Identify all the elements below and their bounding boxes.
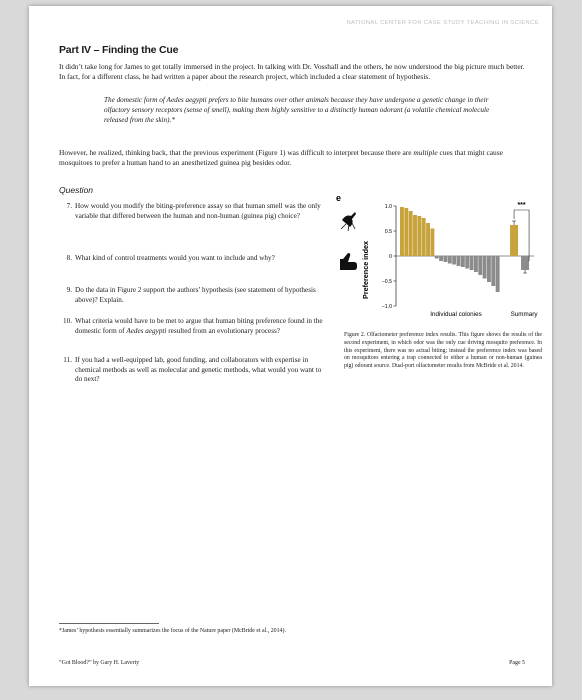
y-tick-label: −1.0 — [381, 303, 392, 310]
colony-bar — [409, 211, 413, 256]
colony-bar — [496, 256, 500, 292]
question-8 — [66, 254, 323, 264]
colony-bar — [430, 229, 434, 257]
colony-bar — [452, 256, 456, 265]
colony-bar — [474, 256, 478, 272]
footer-citation: “Got Blood?” by Gary H. Laverty — [59, 660, 140, 666]
question-text-start: What criteria would have to be met to argue that human biting preference found in the domestic form of — [75, 317, 323, 335]
colony-bar — [404, 208, 408, 256]
colony-bar — [461, 256, 465, 267]
colony-bar — [470, 256, 474, 270]
colony-bar — [422, 218, 426, 256]
header-banner: NATIONAL CENTER FOR CASE STUDY TEACHING IN SCIENCE — [346, 20, 539, 26]
y-tick-label: −0.5 — [381, 278, 392, 285]
hand-icon — [340, 253, 357, 270]
preference-index-chart — [334, 192, 544, 322]
colony-bar — [491, 256, 495, 286]
question-9 — [66, 286, 323, 305]
colony-bar — [448, 256, 452, 264]
figure-2 — [334, 192, 544, 322]
question-heading: Question — [59, 185, 94, 195]
question-text-italic: Aedes aegypti — [126, 326, 167, 335]
question-11 — [63, 356, 323, 385]
question-text: Do the data in Figure 2 support the authors’ hypothesis (see statement of hypothesis above)? Explain. — [75, 286, 316, 304]
mosquito-icon — [341, 212, 356, 231]
colony-bar — [413, 215, 417, 256]
significance-marker: *** — [517, 202, 526, 209]
question-text: If you had a well-equipped lab, good funding, and collaborators with expertise in chemical methods as well as molecular and genetic methods, what would you want to do next? — [75, 356, 322, 384]
intro-paragraph: It didn’t take long for James to get totally immersed in the project. In talking with Dr. Vosshall and the others, he now understood the big picture much better. In fact, for a different class, he had written a paper about the research project, which included a clear statement of hypothesis. — [59, 62, 525, 81]
figure-caption: Figure 2. Olfactometer preference index results. This figure shows the results of the second experiment, in which odor was the only cue driving mosquito preference. In this experiment, there was no actual biting; instead the preference index was based on mosquitoes entering a trap connected to either a human or non-human (guinea pig) odorant source. Dual-port olfactometer results from McBride et al. 2014. — [344, 332, 542, 370]
colony-bar — [478, 256, 482, 275]
question-text: What kind of control treatments would you want to include and why? — [75, 254, 275, 262]
however-emphasis: multiple — [413, 148, 438, 157]
colony-bar — [439, 256, 443, 261]
document-page — [29, 6, 552, 686]
y-tick-label: 0.5 — [384, 228, 392, 235]
question-number: 11. — [63, 356, 72, 364]
y-axis-label: Preference index — [361, 241, 370, 299]
question-number: 10. — [63, 317, 72, 325]
colony-bar — [435, 256, 439, 259]
page-number: Page 5 — [509, 660, 525, 666]
colony-bar — [417, 216, 421, 256]
part-title: Part IV – Finding the Cue — [59, 44, 179, 56]
footnote-rule — [59, 623, 159, 624]
question-number: 7. — [66, 202, 72, 210]
panel-label: e — [336, 193, 342, 203]
colony-bar — [465, 256, 469, 269]
colony-bar — [444, 256, 448, 262]
summary-bar — [521, 256, 529, 270]
y-tick-label: 0 — [389, 253, 392, 260]
hypothesis-quote: The domestic form of Aedes aegypti prefers to bite humans over other animals because they have undergone a genetic change in their olfactory sensory receptors (sense of smell), making them highly sensitive to a distinctly human odorant (a volatile chemical molecule released from the skin).* — [104, 96, 490, 124]
however-paragraph — [59, 148, 527, 168]
x-label-summary: Summary — [510, 311, 538, 318]
y-tick-label: 1.0 — [384, 203, 392, 210]
colony-bar — [483, 256, 487, 279]
question-text: How would you modify the biting-preference assay so that human smell was the only variable that differed between the human and non-human (guinea pig) choice? — [75, 202, 321, 220]
colony-bar — [457, 256, 461, 266]
footnote: *James’ hypothesis essentially summarizes the focus of the Nature paper (McBride et al., 2014). — [59, 628, 286, 634]
summary-bar — [510, 225, 518, 256]
question-10 — [63, 317, 323, 336]
summary-bars — [510, 210, 529, 273]
colony-bar — [400, 207, 404, 256]
question-number: 9. — [66, 286, 72, 294]
however-start: However, he realized, thinking back, that the previous experiment (Figure 1) was difficult to interpret because there are — [59, 148, 414, 157]
however-end: cues that might cause mosquitoes to prefer a human hand to an anesthetized guinea pig besides odor. — [59, 148, 503, 167]
bars — [400, 207, 500, 292]
question-number: 8. — [66, 254, 72, 262]
x-label-individual-colonies: Individual colonies — [430, 311, 482, 318]
question-text-end: resulted from an evolutionary process? — [166, 326, 281, 335]
colony-bar — [487, 256, 491, 282]
question-7 — [66, 202, 323, 221]
colony-bar — [426, 223, 430, 256]
y-ticks — [382, 204, 396, 310]
